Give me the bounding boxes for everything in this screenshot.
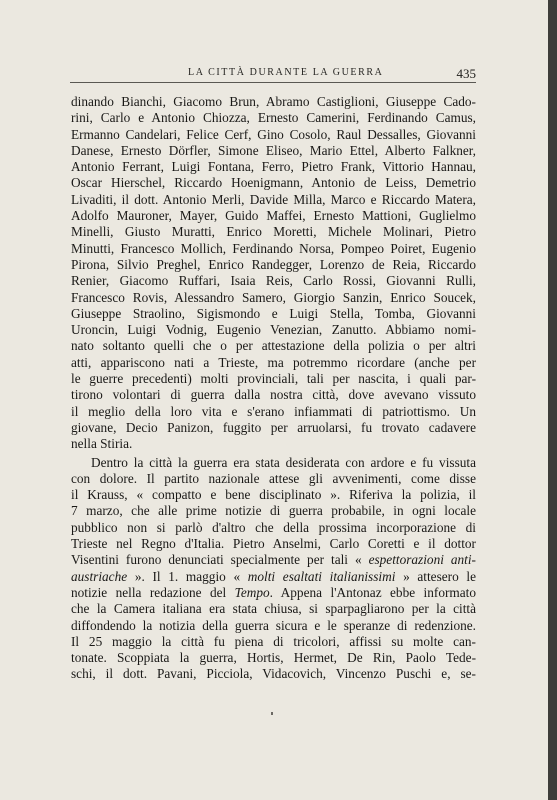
paragraph-city-war bbox=[71, 455, 476, 683]
text-line: con dolore. Il partito nazionale attese gli avvenimenti, come disse bbox=[71, 470, 476, 486]
text-line: giovane, Decio Panizon, fuggito per arruolarsi, fu trovato cadavere bbox=[71, 419, 476, 435]
text-line bbox=[71, 585, 476, 601]
text-line bbox=[71, 552, 476, 568]
text-line: pubblico non si parlò d'altro che della prossima incorporazione di bbox=[71, 519, 476, 535]
text-line: che la Camera italiana era stata chiusa, si sparpagliarono per la città bbox=[71, 601, 476, 617]
text-segment: . Appena l'Antonaz ebbe informato bbox=[269, 584, 476, 600]
text-segment: Visentini furono denunciati specialmente per tali « bbox=[71, 552, 369, 568]
paragraph-names bbox=[71, 94, 476, 453]
text-line: diffondendo la notizia della guerra sicura e le speranze di redenzione. bbox=[71, 617, 476, 633]
text-line: Adolfo Mauroner, Mayer, Guido Maffei, Ernesto Mattioni, Guglielmo bbox=[71, 208, 476, 224]
italic-quote: espettorazioni anti- bbox=[368, 552, 476, 568]
text-line: nella Stiria. bbox=[71, 436, 133, 452]
text-line: dinando Bianchi, Giacomo Brun, Abramo Castiglioni, Giuseppe Cado- bbox=[71, 94, 476, 109]
text-segment: » attesero le bbox=[395, 568, 477, 584]
text-line: Il 25 maggio la città fu piena di tricolori, affissi su molte can- bbox=[71, 633, 476, 649]
text-line: Uroncin, Luigi Vodnig, Eugenio Venezian, Zanutto. Abbiamo nomi- bbox=[71, 322, 476, 338]
text-line: atti, appariscono nati a Trieste, ma potremmo ricordare (anche per bbox=[71, 354, 476, 370]
running-header bbox=[70, 66, 476, 83]
italic-quote: molti esaltati italianissimi bbox=[247, 568, 396, 584]
text-line: Minelli, Giusto Muratti, Enrico Moretti, Michele Molinari, Pietro bbox=[71, 224, 476, 240]
text-line: rini, Carlo e Antonio Chiozza, Ernesto Camerini, Ferdinando Camus, bbox=[71, 110, 476, 126]
italic-quote: austriache bbox=[71, 568, 128, 584]
text-line: il meglio della loro vita e s'erano infiammati di patriottismo. Un bbox=[71, 403, 476, 419]
text-line: Antonio Ferrant, Luigi Fontana, Ferro, Pietro Frank, Vittorio Hannau, bbox=[71, 159, 476, 175]
text-segment: notizie nella redazione del bbox=[71, 584, 235, 600]
text-line: Pirona, Silvio Preghel, Enrico Randegger, Lorenzo de Reia, Riccardo bbox=[71, 256, 476, 272]
text-line: Danese, Ernesto Dörfler, Simone Eliseo, Mario Ettel, Alberto Falkner, bbox=[71, 142, 476, 158]
text-line: schi, il dott. Pavani, Picciola, Vidacovich, Vincenzo Puschi e, se- bbox=[71, 666, 476, 682]
ink-speck bbox=[271, 712, 273, 715]
text-line: il Krauss, « compatto e bene disciplinato ». Riferiva la polizia, il bbox=[71, 487, 476, 503]
text-line: Ermanno Candelari, Felice Cerf, Gino Cosolo, Raul Dessalles, Giovanni bbox=[71, 126, 476, 142]
text-line: nato soltanto quelli che o per attestazione della polizia o per altri bbox=[71, 338, 476, 354]
page-number: 435 bbox=[456, 66, 476, 81]
text-line: Francesco Rovis, Alessandro Samero, Giorgio Sanzin, Enrico Soucek, bbox=[71, 289, 476, 305]
text-line: le guerre precedenti) molti provinciali, tali per nascita, i quali par- bbox=[71, 371, 476, 387]
page-edge-shadow bbox=[548, 0, 557, 800]
text-line: tirono volontari di guerra dalla nostra città, dove avevano vissuto bbox=[71, 387, 476, 403]
text-line: Dentro la città la guerra era stata desiderata con ardore e fu vissuta bbox=[91, 454, 476, 470]
text-line: Minutti, Francesco Mollich, Ferdinando Norsa, Pompeo Poiret, Eugenio bbox=[71, 240, 476, 256]
text-line: 7 marzo, che alle prime notizie di guerra probabile, in ogni locale bbox=[71, 503, 476, 519]
text-line: Giuseppe Straolino, Sigismondo e Luigi Stella, Tomba, Giovanni bbox=[71, 305, 476, 321]
text-line: Trieste nel Regno d'Italia. Pietro Anselmi, Carlo Coretti e il dottor bbox=[71, 536, 476, 552]
running-title: LA CITTÀ DURANTE LA GUERRA bbox=[188, 67, 384, 78]
text-line: Oscar Hierschel, Riccardo Hoenigmann, Antonio de Leiss, Demetrio bbox=[71, 175, 476, 191]
text-line: Livaditi, il dott. Antonio Merli, Davide Milla, Marco e Riccardo Matera, bbox=[71, 191, 476, 207]
body-text bbox=[71, 94, 476, 683]
text-line bbox=[71, 569, 476, 585]
text-segment: ». Il 1. maggio « bbox=[127, 568, 248, 584]
text-line: Renier, Giacomo Ruffari, Isaia Reis, Carlo Rossi, Giovanni Rulli, bbox=[71, 273, 476, 289]
text-line: tonate. Scoppiata la guerra, Hortis, Hermet, De Rin, Paolo Tede- bbox=[71, 650, 476, 666]
newspaper-title: Tempo bbox=[234, 584, 270, 600]
